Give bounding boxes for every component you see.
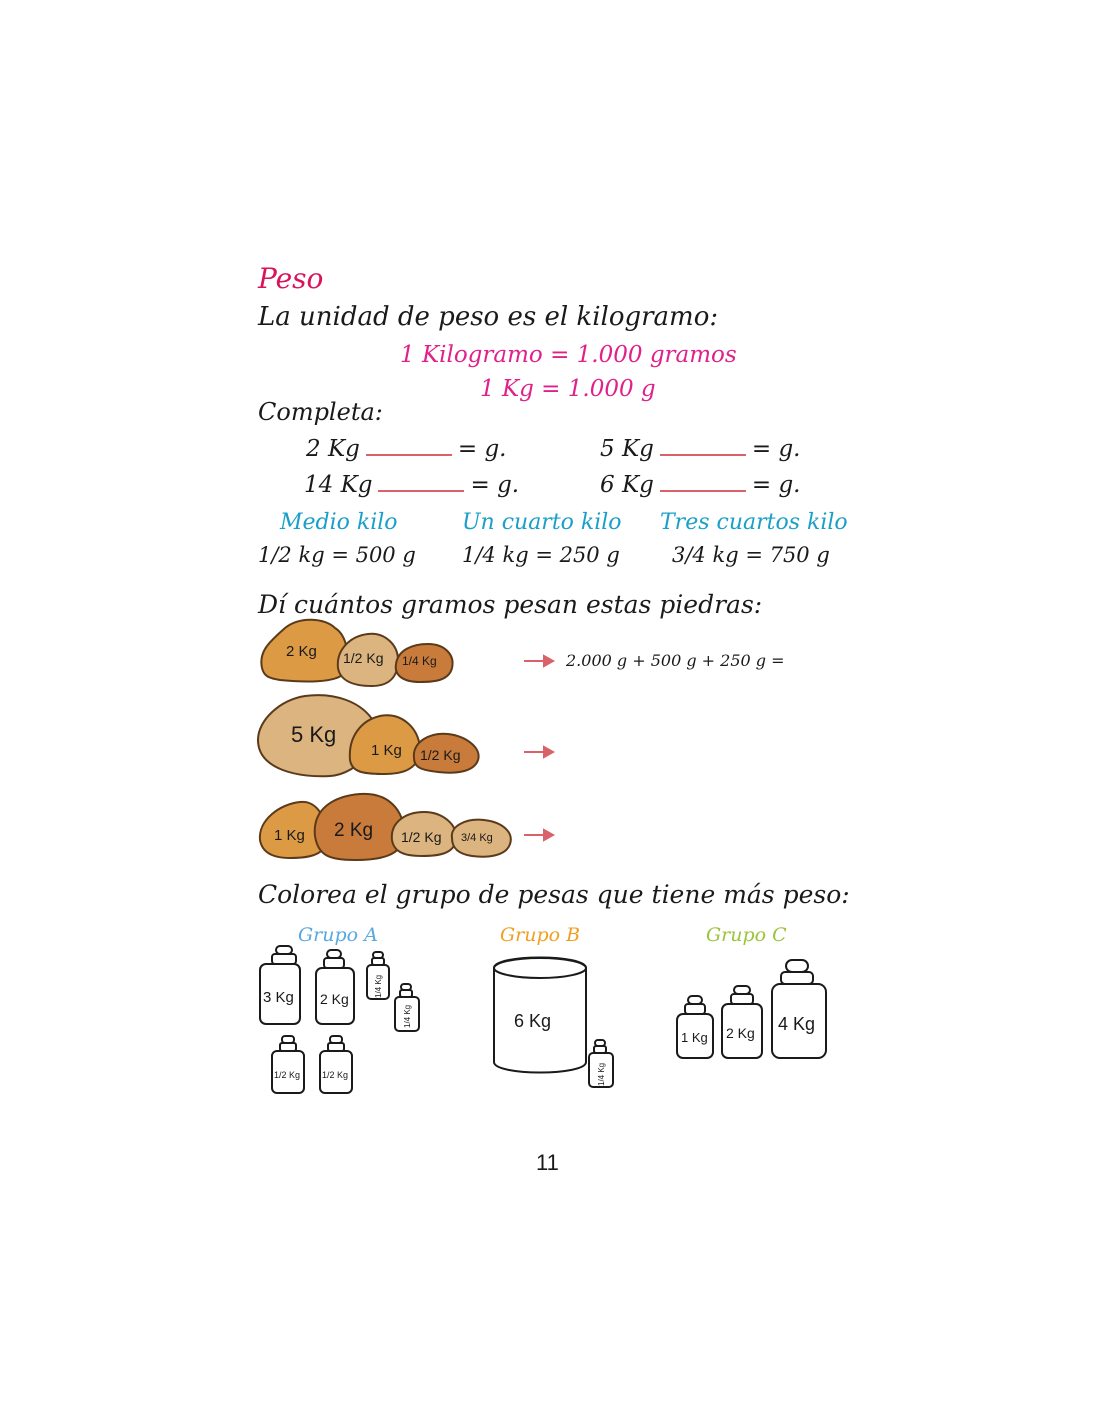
group-b-label: Grupo B — [500, 924, 581, 946]
weight-label: 1/2 Kg — [274, 1070, 301, 1080]
stone-label: 1 Kg — [274, 827, 305, 844]
stone-label: 1/2 Kg — [420, 747, 461, 763]
exercise-result: = g. — [457, 436, 507, 462]
fraction-heading: Medio kilo — [280, 510, 398, 535]
stone-label: 1/2 Kg — [343, 650, 384, 666]
weight-half-kg — [320, 1036, 352, 1093]
weight-label: 6 Kg — [514, 1011, 552, 1031]
complete-label: Completa: — [258, 398, 383, 426]
weight-4kg — [772, 960, 826, 1058]
weight-1kg — [677, 996, 713, 1058]
exercise-amount: 5 Kg — [600, 436, 654, 462]
weight-label: 4 Kg — [778, 1014, 816, 1034]
group-a-label: Grupo A — [298, 924, 378, 946]
fraction-value: 1/4 kg = 250 g — [462, 543, 620, 567]
weight-label: 2 Kg — [320, 991, 349, 1007]
stone-label: 3/4 Kg — [461, 832, 493, 844]
weight-2kg — [316, 950, 354, 1024]
weights-question: Colorea el grupo de pesas que tiene más peso: — [258, 880, 850, 909]
exercise-amount: 6 Kg — [600, 472, 654, 498]
stone-label: 2 Kg — [334, 820, 374, 841]
weight-label: 1/4 Kg — [374, 974, 383, 998]
stone-label: 1/4 Kg — [402, 654, 437, 668]
weight-label: 1 Kg — [681, 1030, 708, 1045]
stones-sum: 2.000 g + 500 g + 250 g = — [566, 651, 785, 670]
stone-label: 5 Kg — [291, 722, 337, 747]
weight-label: 1/4 Kg — [403, 1004, 412, 1028]
stone-label: 1 Kg — [371, 742, 402, 759]
exercise-amount: 2 Kg — [306, 436, 360, 462]
fraction-heading: Tres cuartos kilo — [660, 510, 848, 535]
weight-3kg — [260, 946, 300, 1024]
weight-label: 3 Kg — [263, 989, 294, 1006]
weight-label: 1/2 Kg — [322, 1070, 349, 1080]
exercise-result: = g. — [751, 436, 801, 462]
page-title: Peso — [258, 262, 324, 295]
equivalence-long: 1 Kilogramo = 1.000 gramos — [400, 342, 737, 368]
exercise-amount: 14 Kg — [304, 472, 373, 498]
equivalence-short: 1 Kg = 1.000 g — [480, 376, 656, 402]
group-c-label: Grupo C — [706, 924, 787, 946]
weight-2kg — [722, 986, 762, 1058]
intro-text: La unidad de peso es el kilogramo: — [258, 302, 719, 332]
fraction-heading: Un cuarto kilo — [462, 510, 622, 535]
exercise-result: = g. — [751, 472, 801, 498]
exercise-result: = g. — [470, 472, 520, 498]
page-number: 11 — [536, 1150, 559, 1175]
stone-label: 2 Kg — [286, 643, 317, 660]
fraction-value: 3/4 kg = 750 g — [672, 543, 830, 567]
weight-label: 1/4 Kg — [597, 1062, 606, 1086]
fraction-value: 1/2 kg = 500 g — [258, 543, 416, 567]
weight-label: 2 Kg — [726, 1025, 755, 1041]
weight-half-kg — [272, 1036, 304, 1093]
stone-label: 1/2 Kg — [401, 829, 442, 845]
stones-question: Dí cuántos gramos pesan estas piedras: — [258, 590, 763, 619]
